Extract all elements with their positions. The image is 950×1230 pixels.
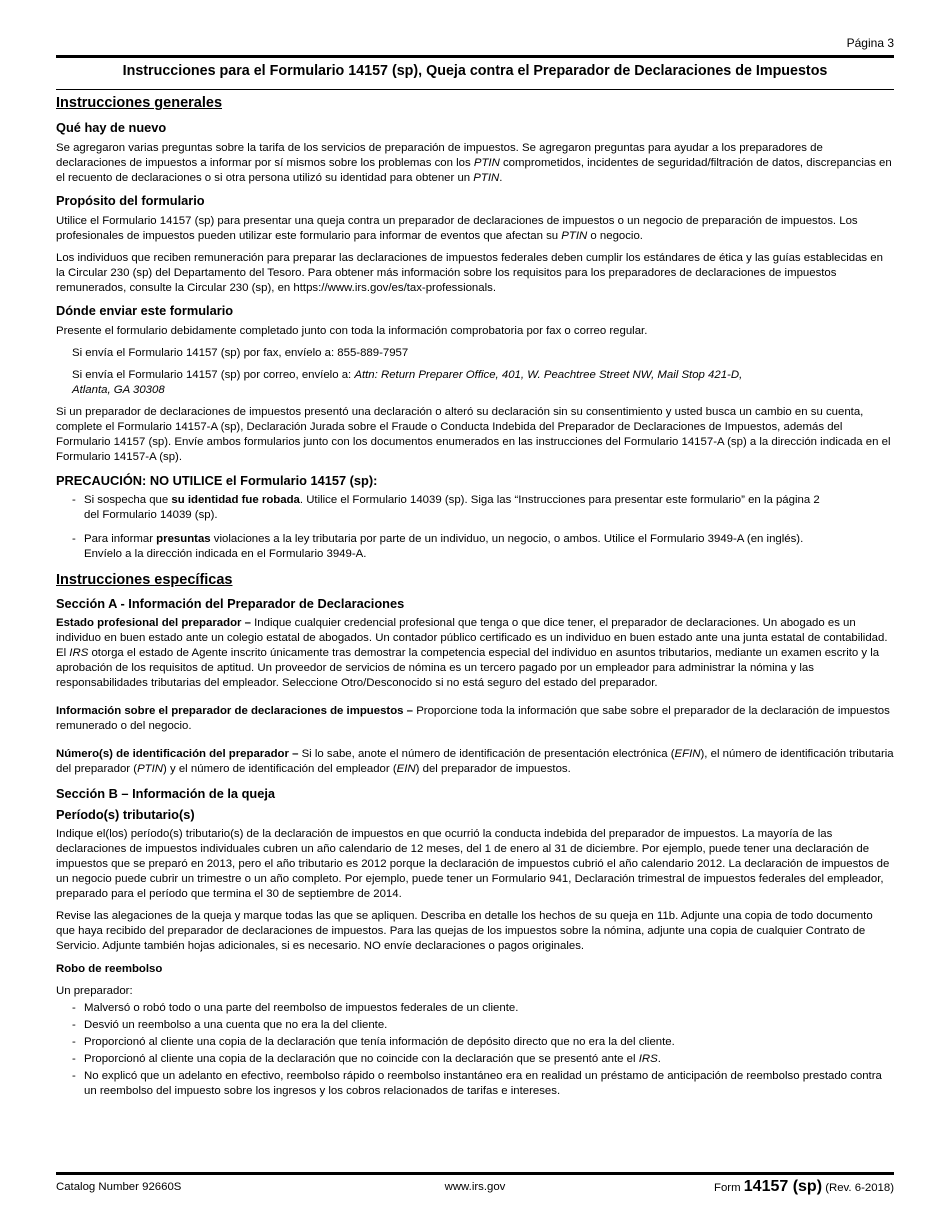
caution-item-identity: - Si sospecha que su identidad fue robada. Utilice el Formulario 14039 (sp). Siga las “Instrucciones para presentar este formulario” en la página 2 del Formulario 14039 (sp). [72,493,822,523]
document-body [56,92,894,1099]
list-item: - Proporcionó al cliente una copia de la declaración que no coincide con la declaración que se presentó ante el IRS. [72,1052,894,1067]
where-to-send-text: Presente el formulario debidamente completado junto con toda la información comprobatoria por fax o correo regular. [56,325,648,337]
form-id: Form 14157 (sp) (Rev. 6-2018) [714,1178,894,1195]
fax-instruction: Si envía el Formulario 14157 (sp) por fax, envíelo a: 855-889-7957 [72,347,409,359]
caution-heading: PRECAUCIÓN: NO UTILICE el Formulario 14157 (sp): [56,473,378,488]
general-instructions-heading: Instrucciones generales [56,95,223,111]
footer-rule [56,1172,894,1175]
form-14157a-note: Si un preparador de declaraciones de impuestos presentó una declaración o alteró su declaración sin su consentimiento y usted busca un cambio en su cuenta, complete el Formulario 14157-A (sp), Declaración Jurada sobre el Fraude o Conducta Indebida del Preparador de Declaraciones de Impuestos, además del Formulario 14157 (sp). Envíe ambos formularios junto con los documentos enumerados en las instrucciones del Formulario 14157-A (sp) a la dirección indicada en el Formulario 14157-A (sp). [56,406,891,463]
catalog-number: Catalog Number 92660S [56,1181,182,1193]
refund-theft-heading: Robo de reembolso [56,963,163,975]
preparer-info-text: Información sobre el preparador de declaraciones de impuestos – Proporcione toda la información que sabe sobre el preparador de la declaración de impuestos remunerado o del negocio. [56,705,890,732]
list-item: - No explicó que un adelanto en efectivo, reembolso rápido o reembolso instantáneo era en realidad un préstamo de anticipación de reembolso prestado contra un reembolso del impuesto sobre los ingresos y los cobros relacionados de tarifas e intereses. [72,1069,884,1099]
allegations-text: Revise las alegaciones de la queja y marque todas las que se apliquen. Describa en detalle los hechos de su queja en 11b. Adjunte una copia de todo documento que haya recibido del preparador de declaraciones de impuestos. Para las quejas de los impuestos sobre la nómina, adjunte una copia de cualquier Contrato de Servicio. Adjunte también hojas adicionales, si es necesario. NO envíe declaraciones o pagos originales. [56,910,873,952]
where-to-send-heading: Dónde enviar este formulario [56,303,234,318]
purpose-heading: Propósito del formulario [56,193,205,208]
irs-website: www.irs.gov [444,1181,506,1193]
refund-theft-list [56,1001,894,1099]
page-title: Instrucciones para el Formulario 14157 (sp), Queja contra el Preparador de Declaraciones de Impuestos [122,63,828,79]
purpose-text-1: Utilice el Formulario 14157 (sp) para presentar una queja contra un preparador de declaraciones de impuestos o un negocio de preparación de impuestos. Los profesionales de impuestos pueden utilizar este formulario para informar de eventos que afectan su PTIN o negocio. [56,215,858,242]
specific-instructions-heading: Instrucciones específicas [56,572,233,588]
caution-item-violations: - Para informar presuntas violaciones a la ley tributaria por parte de un individuo, un negocio, o ambos. Utilice el Formulario 3949-A (en inglés). Envíelo a la dirección indicada en el Formulario 3949-A. [72,532,822,562]
preparer-id-text: Número(s) de identificación del preparador – Si lo sabe, anote el número de identificación de presentación electrónica (EFIN), el número de identificación tributaria del preparador (PTIN) y el número de identificación del empleador (EIN) del preparador de impuestos. [56,748,894,775]
tax-periods-text: Indique el(los) período(s) tributario(s) de la declaración de impuestos en que ocurrió la conducta indebida del preparador de impuestos. La mayoría de las declaraciones de impuestos individuales cubren un año calendario de 12 meses, del 1 de enero al 31 de diciembre. Por ejemplo, puede tener una declaración de impuestos que se preparó en 2013, pero el año tributario es 2012 porque la declaración de impuestos cubrió el año calendario 2012. La declaración de impuestos de un negocio puede cubrir un trimestre o un año completo. Por ejemplo, puede tener un Formulario 941, Declaración trimestral de impuestos federales del empleador, preparado para el período que termina el 30 de septiembre de 2014. [56,828,890,900]
header-rule-bottom [56,89,894,90]
caution-list [56,493,822,562]
refund-theft-intro: Un preparador: [56,985,133,997]
mail-instruction: Si envía el Formulario 14157 (sp) por correo, envíelo a: Attn: Return Preparer Office, 401, W. Peachtree Street NW, Mail Stop 421-D, Atlanta, GA 30308 [72,369,743,396]
section-b-heading: Sección B – Información de la queja [56,786,276,801]
page-number: Página 3 [846,36,894,50]
whats-new-heading: Qué hay de nuevo [56,120,167,135]
purpose-text-2: Los individuos que reciben remuneración para preparar las declaraciones de impuestos federales deben cumplir los estándares de ética y las guías establecidas en la Circular 230 (sp) del Departamento del Tesoro. Para obtener más información sobre los requisitos para los preparadores de declaraciones de impuestos remunerados, consulte la Circular 230 (sp), en https://www.irs.gov/es/tax-professionals. [56,252,883,294]
list-item: - Desvió un reembolso a una cuenta que no era la del cliente. [72,1018,894,1033]
whats-new-text: Se agregaron varias preguntas sobre la tarifa de los servicios de preparación de impuestos. Se agregaron preguntas para ayudar a los preparadores de declaraciones de impuestos a informar por sí mismos sobre los problemas con los PTIN comprometidos, incidentes de seguridad/filtración de datos, discrepancias en el recuento de declaraciones o si otra persona utilizó su identidad para obtener un PTIN. [56,142,892,184]
list-item: - Malversó o robó todo o una parte del reembolso de impuestos federales de un cliente. [72,1001,894,1016]
tax-periods-heading: Período(s) tributario(s) [56,807,195,822]
section-a-heading: Sección A - Información del Preparador de Declaraciones [56,596,405,611]
header-rule-top [56,55,894,58]
preparer-status-text: Estado profesional del preparador – Indique cualquier credencial profesional que tenga o que dice tener, el preparador de declaraciones. Un abogado es un individuo en buen estado ante un colegio estatal de abogados. Un contador público certificado es un individuo en buen estado ante una junta estatal de contabilidad. El IRS otorga el estado de Agente inscrito únicamente tras demostrar la competencia especial del individuo en asuntos tributarios, mediante un examen escrito y la aprobación de los requisitos de aptitud. Un proveedor de servicios de nómina es un tercero pagado por un empleador para administrar la nómina y las responsabilidades tributarias del empleador. Seleccione Otro/Desconocido si no está seguro del estado del preparador. [56,617,888,689]
list-item: - Proporcionó al cliente una copia de la declaración que tenía información de depósito directo que no era la del cliente. [72,1035,894,1050]
